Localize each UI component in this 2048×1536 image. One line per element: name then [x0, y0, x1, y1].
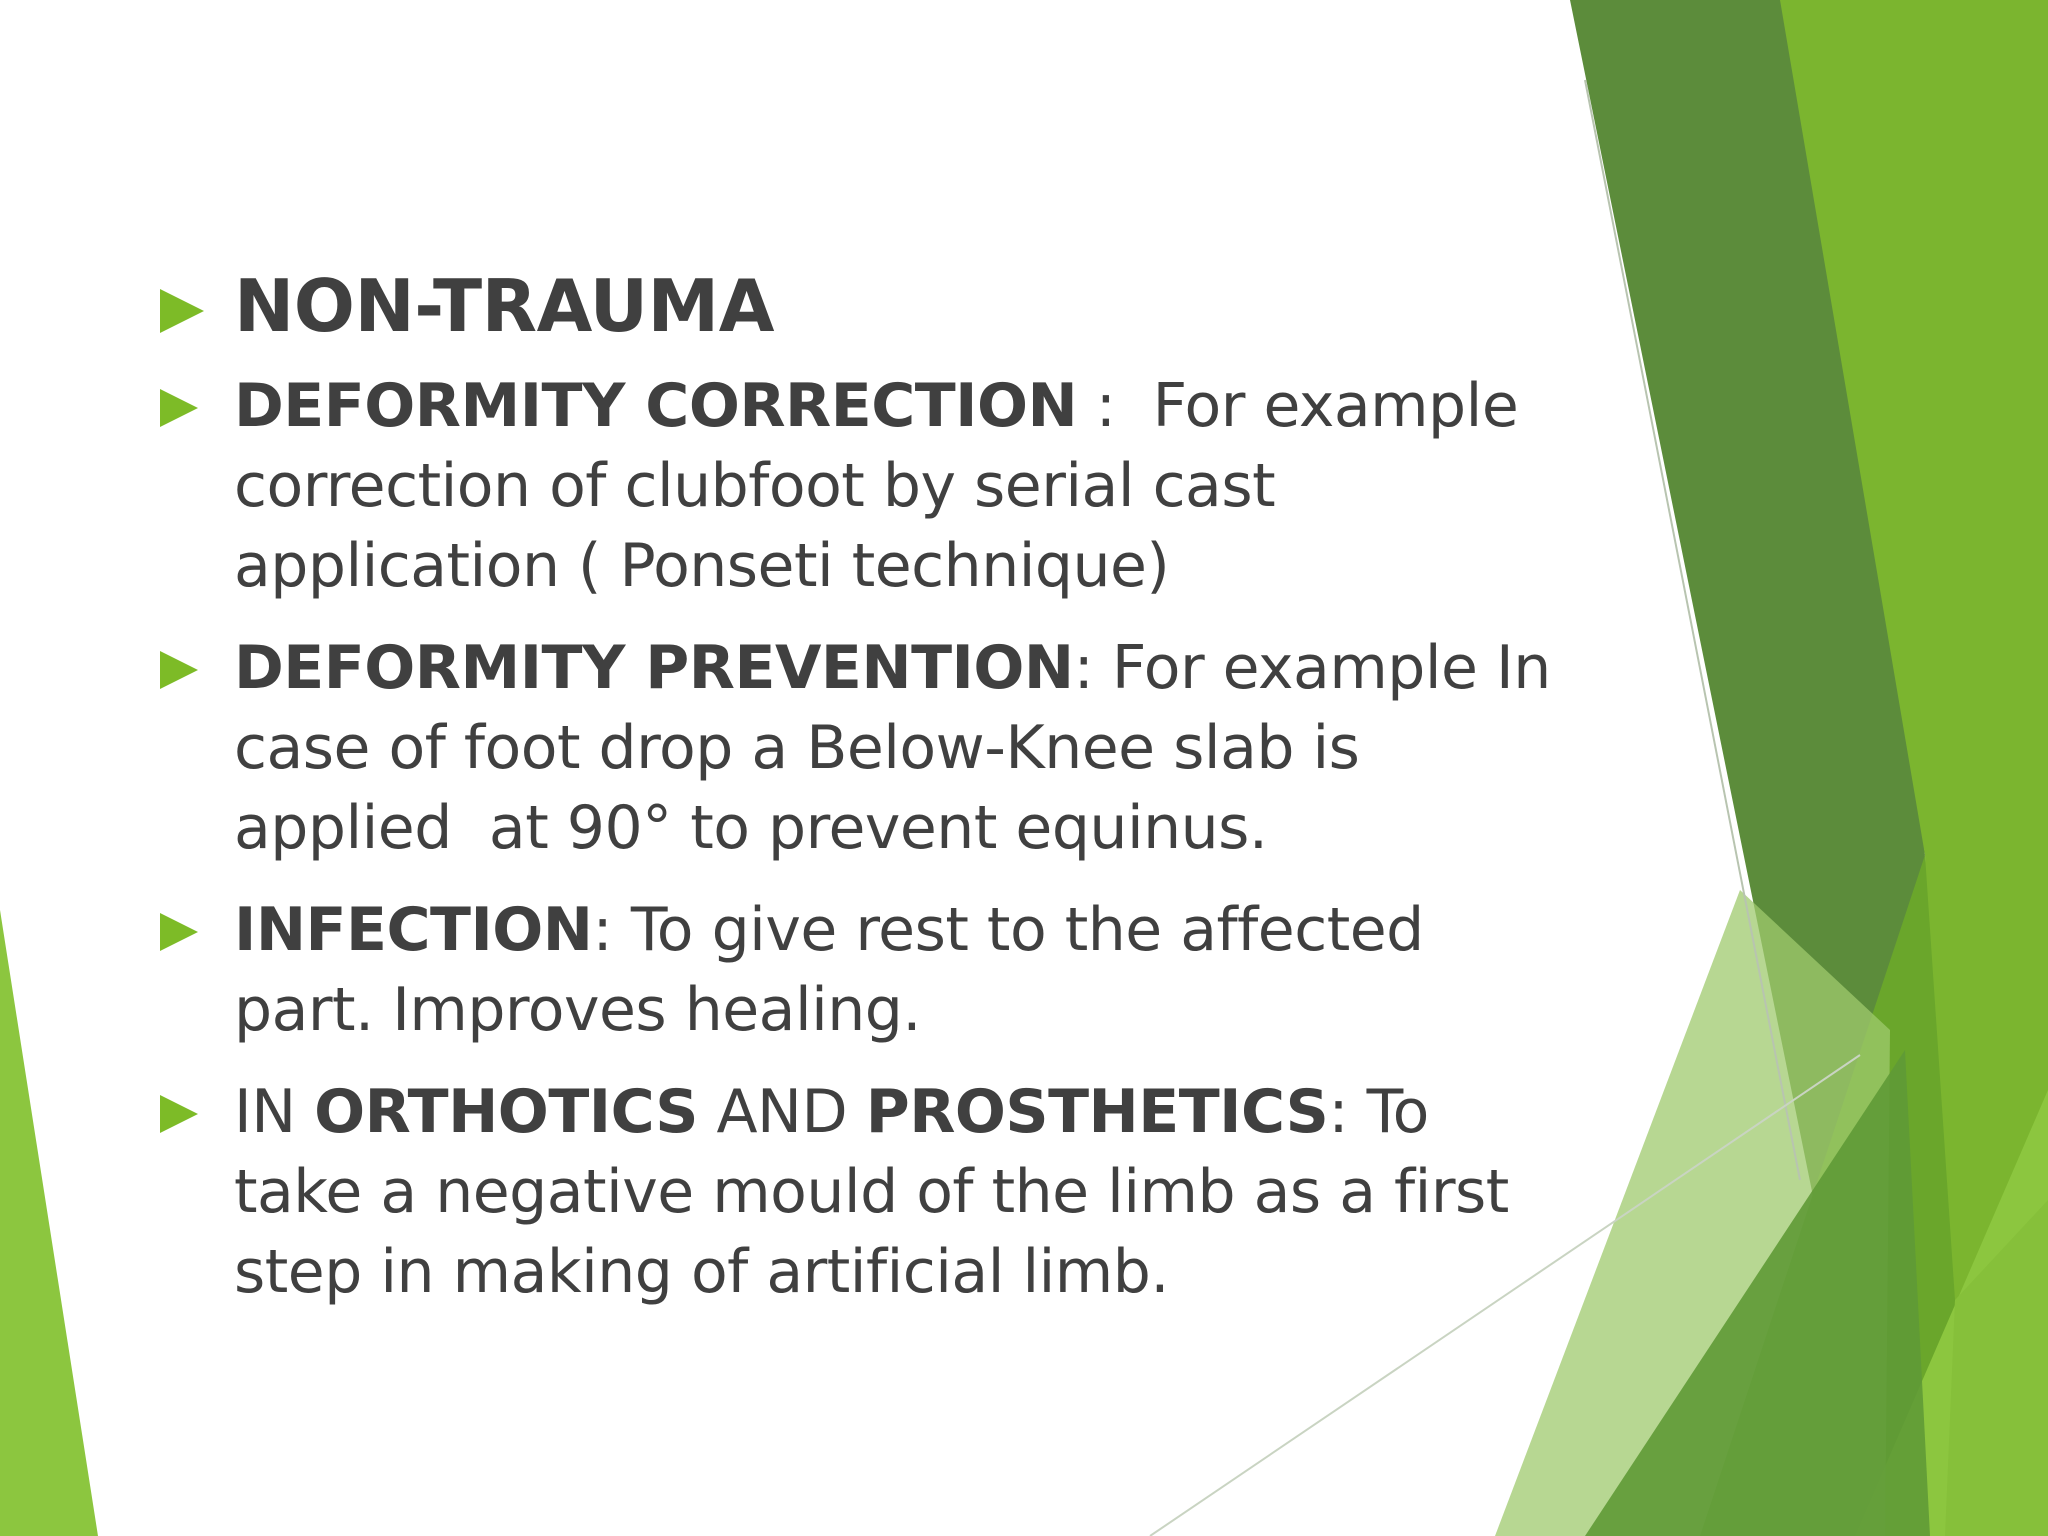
bullet-term: DEFORMITY CORRECTION — [234, 371, 1078, 441]
bullet-arrow-icon — [160, 651, 198, 689]
left-green-shape — [0, 910, 98, 1536]
bullet-separator: : — [1073, 633, 1112, 703]
bullet-arrow-icon — [160, 389, 198, 427]
bullet-orthotics-prosthetics — [160, 1072, 1560, 1312]
bullet-deformity-correction — [160, 366, 1560, 606]
bullet-deformity-prevention — [160, 628, 1570, 868]
bullet-term: DEFORMITY PREVENTION — [234, 633, 1074, 703]
bullet-list — [160, 262, 1570, 1334]
bullet-term: ORTHOTICS — [314, 1077, 698, 1147]
bullet-text: To take a negative mould of the limb as a first step in making of artificial limb. — [234, 1077, 1509, 1307]
bullet-term: INFECTION — [234, 895, 593, 965]
bullet-separator: : — [1077, 371, 1153, 441]
bullet-text: For example In case of foot drop a Below-Knee slab is applied at 90° to prevent equinus. — [234, 633, 1570, 863]
bullet-text: For example correction of clubfoot by serial cast application ( Ponseti technique) — [234, 371, 1519, 601]
bullet-separator: : — [1328, 1077, 1367, 1147]
bullet-separator: : — [592, 895, 631, 965]
bullet-prefix: IN — [234, 1077, 315, 1147]
bullet-text: To give rest to the affected part. Improves healing. — [234, 895, 1424, 1045]
bullet-arrow-icon — [160, 913, 198, 951]
bullet-term-2: PROSTHETICS — [865, 1077, 1329, 1147]
bullet-infection — [160, 890, 1560, 1050]
heading-text: NON-TRAUMA — [234, 264, 774, 348]
bullet-mid: AND — [697, 1077, 866, 1147]
bullet-arrow-icon — [160, 289, 204, 333]
bullet-arrow-icon — [160, 1095, 198, 1133]
bullet-non-trauma — [160, 262, 1560, 350]
